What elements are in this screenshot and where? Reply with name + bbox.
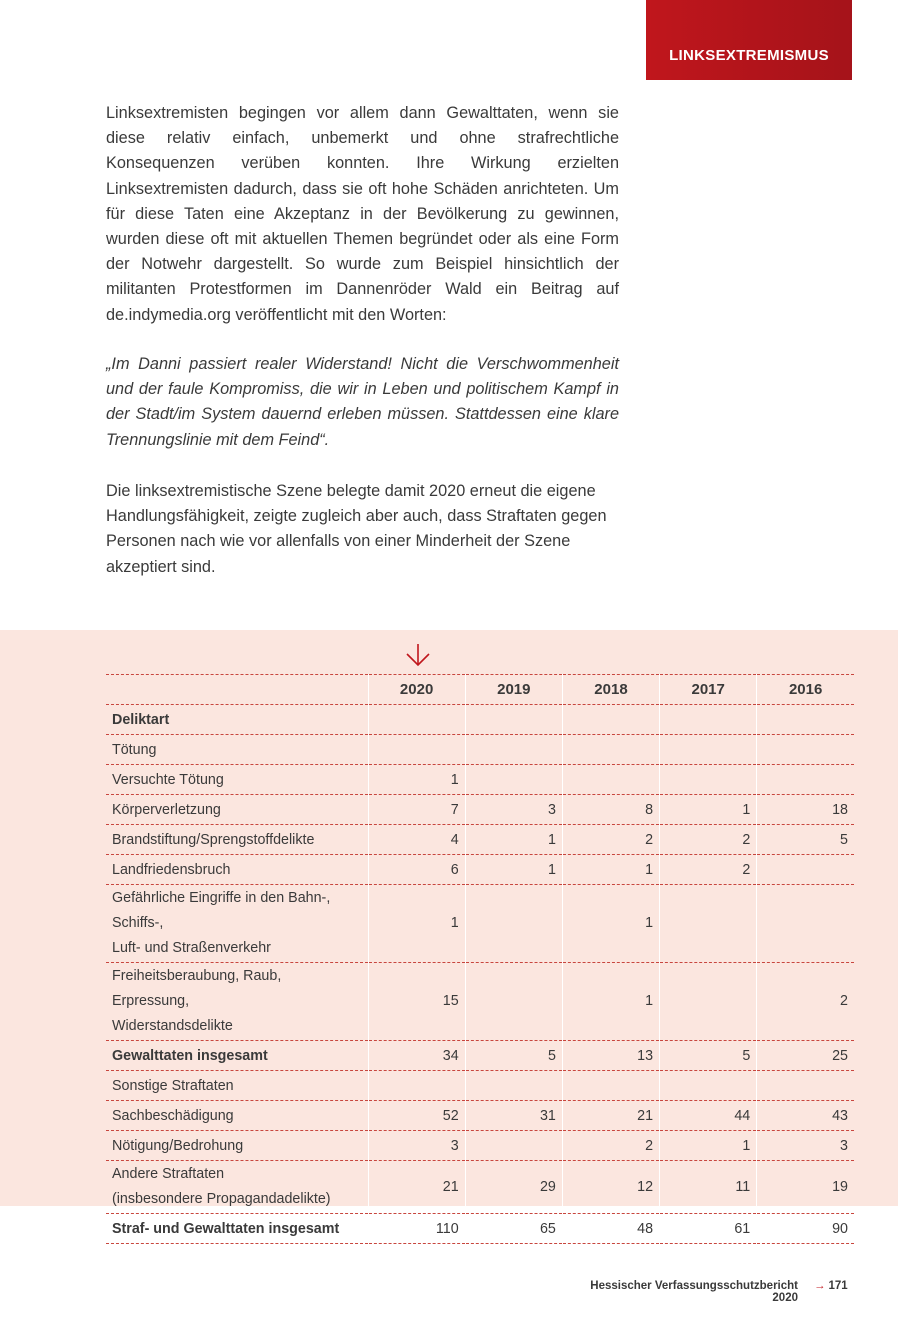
row-label [106,1041,368,1071]
table-row [106,963,854,1041]
value-cell [465,885,562,963]
value-cell: 44 [660,1101,757,1131]
footer-page-number-group [814,1280,848,1292]
value-cell: 5 [757,825,854,855]
value-cell: 2 [562,1131,659,1161]
section-title: LINKSEXTREMISMUS [669,47,829,64]
value-cell: 110 [368,1214,465,1244]
value-cell: 13 [562,1041,659,1071]
value-cell: 1 [465,825,562,855]
row-label [106,1131,368,1161]
row-label [106,963,368,1041]
table-row [106,765,854,795]
row-label [106,885,368,963]
value-cell: 90 [757,1214,854,1244]
value-cell: 1 [562,963,659,1041]
arrow-right-icon: → [814,1280,826,1292]
value-cell [368,1071,465,1101]
value-cell [368,735,465,765]
value-cell [757,705,854,735]
table-row [106,1071,854,1101]
table-row [106,1161,854,1214]
value-cell: 5 [465,1041,562,1071]
row-label-line: Brandstiftung/Sprengstoffdelikte [112,831,315,848]
row-label [106,825,368,855]
value-cell: 31 [465,1101,562,1131]
value-cell [465,735,562,765]
row-label-line: Luft- und Straßenverkehr [112,940,271,956]
row-label [106,765,368,795]
value-cell: 12 [562,1161,659,1214]
value-cell: 1 [465,855,562,885]
row-label-line: Landfriedensbruch [112,861,231,878]
body-paragraph-1: Linksextremisten begingen vor allem dann Gewalttaten, wenn sie diese relativ einfach, unbemerkt und ohne strafrechtliche Konsequenzen verüben konnten. Ihre Wirkung erzielten Linksextremisten dadurch, dass sie oft hohe Schäden anrichteten. Um für diese Taten eine Akzeptanz in der Bevölkerung zu gewinnen, wurden diese oft mit aktuellen Themen begründet oder als eine Form der Notwehr dargestellt. So wurde zum Beispiel hinsichtlich der militanten Protestformen im Dannenröder Wald ein Beitrag auf de.indymedia.org veröffentlicht mit den Worten: [106,104,619,324]
value-cell: 34 [368,1041,465,1071]
value-cell [465,1071,562,1101]
value-cell [562,735,659,765]
value-cell: 48 [562,1214,659,1244]
value-cell: 6 [368,855,465,885]
value-cell: 1 [368,765,465,795]
value-cell [465,1131,562,1161]
table-row [106,705,854,735]
row-label-line: Versuchte Tötung [112,771,224,788]
table-row [106,855,854,885]
row-label-line: Sachbeschädigung [112,1107,234,1124]
value-cell: 3 [368,1131,465,1161]
row-label [106,1214,368,1244]
value-cell: 29 [465,1161,562,1214]
value-cell: 1 [660,795,757,825]
body-paragraph-2: Die linksextremistische Szene belegte damit 2020 erneut die eigene Handlungsfähigkeit, zeigte zugleich aber auch, dass Straftaten gegen Personen nach wie vor allenfalls von einer Minderheit der Szene akzeptiert sind. [106,482,607,576]
year-header: 2016 [757,675,854,705]
row-label [106,1071,368,1101]
value-cell: 43 [757,1101,854,1131]
value-cell: 19 [757,1161,854,1214]
value-cell: 3 [465,795,562,825]
year-header: 2020 [368,675,465,705]
table-row [106,795,854,825]
value-cell: 52 [368,1101,465,1131]
row-label-line: Widerstandsdelikte [112,1018,233,1034]
value-cell: 4 [368,825,465,855]
value-cell: 18 [757,795,854,825]
row-label [106,705,368,735]
value-cell: 3 [757,1131,854,1161]
table-row [106,825,854,855]
value-cell: 21 [368,1161,465,1214]
page-number: 171 [828,1280,848,1292]
value-cell [465,765,562,795]
table-row [106,885,854,963]
value-cell: 2 [757,963,854,1041]
value-cell [757,855,854,885]
row-label-line: Tötung [112,741,157,758]
statistics-table [106,674,854,1244]
value-cell: 1 [562,855,659,885]
value-cell [562,1071,659,1101]
row-label [106,795,368,825]
footer-publication-title: Hessischer Verfassungsschutzbericht 2020 [590,1280,798,1304]
value-cell: 1 [562,885,659,963]
value-cell [368,705,465,735]
value-cell: 8 [562,795,659,825]
value-cell: 1 [660,1131,757,1161]
value-cell: 7 [368,795,465,825]
year-header: 2019 [465,675,562,705]
row-label-line: Nötigung/Bedrohung [112,1137,244,1154]
value-cell [562,705,659,735]
row-label-line: Körperverletzung [112,801,221,818]
arrow-down-icon [404,642,432,668]
header-blank-cell [106,675,368,705]
value-cell [660,885,757,963]
value-cell: 11 [660,1161,757,1214]
value-cell: 25 [757,1041,854,1071]
value-cell [757,1071,854,1101]
table-row [106,1041,854,1071]
value-cell: 15 [368,963,465,1041]
table-row [106,735,854,765]
row-label-line: Straf- und Gewalttaten insgesamt [112,1220,340,1237]
row-label [106,1161,368,1214]
value-cell [757,735,854,765]
value-cell: 1 [368,885,465,963]
table-body [106,705,854,1244]
row-label-line: Gefährliche Eingriffe in den Bahn-, Schiffs-, [112,890,331,931]
row-label-line: Sonstige Straftaten [112,1077,234,1094]
value-cell [562,765,659,795]
row-label-line: Freiheitsberaubung, Raub, Erpressung, [112,968,282,1009]
value-cell [757,885,854,963]
year-header: 2017 [660,675,757,705]
table-row [106,1101,854,1131]
value-cell [660,705,757,735]
value-cell [757,765,854,795]
section-tab [646,0,852,80]
row-label-line: Andere Straftaten [112,1166,225,1182]
table-row [106,1131,854,1161]
table-row [106,1214,854,1244]
value-cell [465,963,562,1041]
value-cell [660,1071,757,1101]
value-cell [465,705,562,735]
value-cell: 5 [660,1041,757,1071]
value-cell: 61 [660,1214,757,1244]
value-cell [660,735,757,765]
value-cell [660,765,757,795]
value-cell: 65 [465,1214,562,1244]
row-label [106,1101,368,1131]
value-cell [660,963,757,1041]
year-header: 2018 [562,675,659,705]
row-label-line: (insbesondere Propagandadelikte) [112,1191,331,1207]
row-label-line: Deliktart [112,711,170,728]
value-cell: 2 [660,825,757,855]
body-quote: „Im Danni passiert realer Widerstand! Nicht die Verschwommenheit und der faule Kompromiss, die wir in Leben und politischem Kampf in der Stadt/im System dauernd erleben müssen. Stattdessen eine klare Trennungslinie mit dem Feind“. [106,355,619,449]
value-cell: 2 [562,825,659,855]
table-header-row [106,675,854,705]
value-cell: 21 [562,1101,659,1131]
row-label [106,855,368,885]
row-label [106,735,368,765]
row-label-line: Gewalttaten insgesamt [112,1047,268,1064]
value-cell: 2 [660,855,757,885]
